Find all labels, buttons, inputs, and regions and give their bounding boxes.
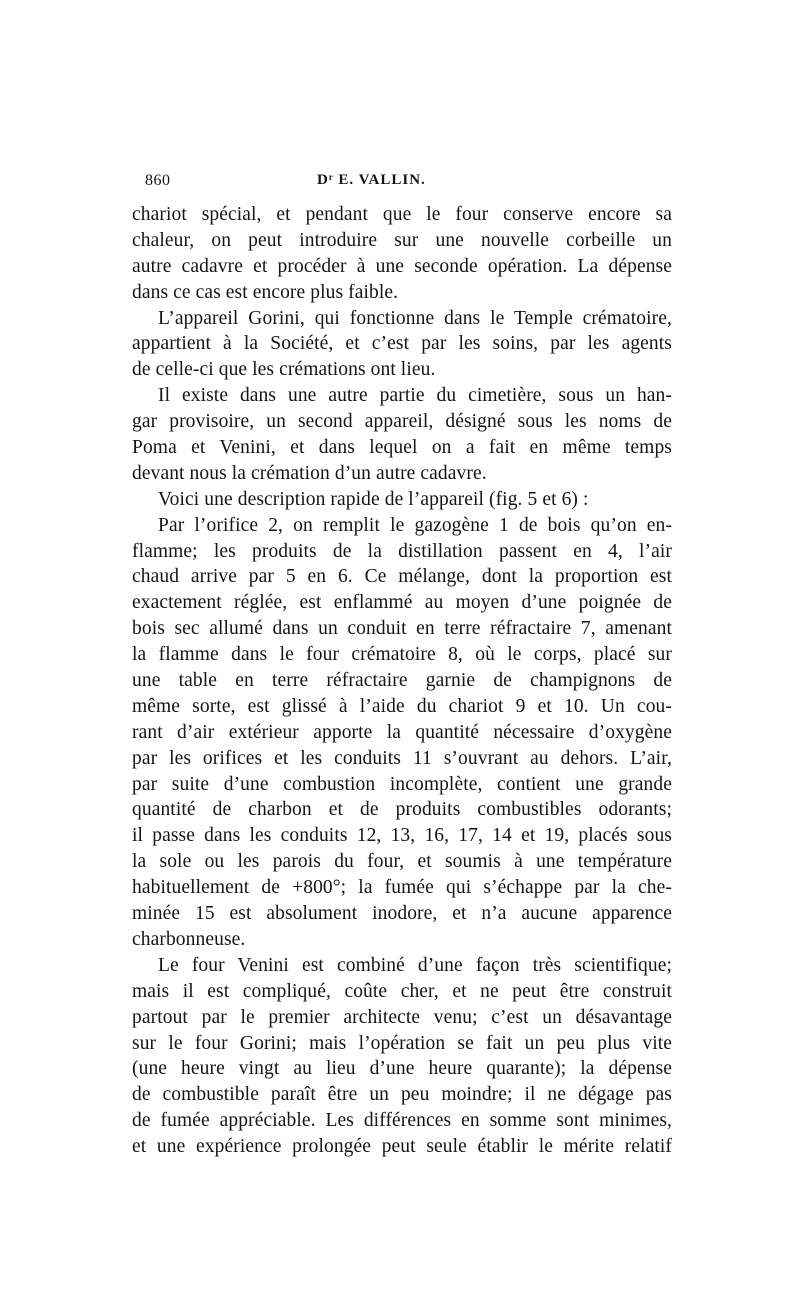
text-line: Par l’orifice 2, on remplit le gazogène 1 de bois qu’on en- xyxy=(158,514,672,536)
text-line: Il existe dans une autre partie du cimetière, sous un han- xyxy=(158,385,672,407)
text-line: de combustible paraît être un peu moindre; il ne dégage pas xyxy=(132,1084,672,1106)
text-line: de fumée appréciable. Les différences en somme sont minimes, xyxy=(132,1110,672,1132)
text-line: exactement réglée, est enflammé au moyen d’une poignée de xyxy=(132,592,672,614)
text-line: L’appareil Gorini, qui fonctionne dans le Temple crématoire, xyxy=(158,307,672,329)
text-line: sur le four Gorini; mais l’opération se fait un peu plus vite xyxy=(132,1032,672,1054)
text-line: la sole ou les parois du four, et soumis à une température xyxy=(132,851,672,873)
text-line: Voici une description rapide de l’appareil (fig. 5 et 6) : xyxy=(158,488,589,510)
text-line: Poma et Venini, et dans lequel on a fait en même temps xyxy=(132,437,672,459)
text-line: quantité de charbon et de produits combustibles odorants; xyxy=(132,799,672,821)
body-text xyxy=(132,202,672,1160)
text-line: par les orifices et les conduits 11 s’ouvrant au dehors. L’air, xyxy=(132,747,672,769)
text-line: même sorte, est glissé à l’aide du chariot 9 et 10. Un cou- xyxy=(132,695,672,717)
text-line: chariot spécial, et pendant que le four conserve encore sa xyxy=(132,204,672,225)
text-line: devant nous la crémation d’un autre cadavre. xyxy=(132,462,487,484)
text-line: rant d’air extérieur apporte la quantité nécessaire d’oxygène xyxy=(132,721,672,743)
text-line: flamme; les produits de la distillation passent en 4, l’air xyxy=(132,540,672,562)
text-line: (une heure vingt au lieu d’une heure quarante); la dépense xyxy=(132,1058,672,1080)
text-line: bois sec allumé dans un conduit en terre réfractaire 7, amenant xyxy=(132,618,672,640)
text-line: charbonneuse. xyxy=(132,928,246,950)
text-line: Le four Venini est combiné d’une façon très scientifique; xyxy=(158,954,672,976)
text-line: et une expérience prolongée peut seule établir le mérite relatif xyxy=(132,1136,672,1158)
text-line: par suite d’une combustion incomplète, contient une grande xyxy=(132,773,672,795)
text-line: dans ce cas est encore plus faible. xyxy=(132,281,399,303)
text-line: une table en terre réfractaire garnie de champignons de xyxy=(132,670,672,692)
page-number: 860 xyxy=(145,172,171,189)
text-line: de celle-ci que les crémations ont lieu. xyxy=(132,359,436,381)
text-line: autre cadavre et procéder à une seconde opération. La dépense xyxy=(132,255,672,277)
text-line: appartient à la Société, et c’est par les soins, par les agents xyxy=(132,333,672,355)
text-line: chaleur, on peut introduire sur une nouvelle corbeille un xyxy=(132,229,672,251)
running-title: Dʳ E. VALLIN. xyxy=(317,172,426,188)
text-line: il passe dans les conduits 12, 13, 16, 17, 14 et 19, placés sous xyxy=(132,825,672,847)
text-line: habituellement de +800°; la fumée qui s’échappe par la che- xyxy=(132,877,672,899)
running-head xyxy=(145,172,665,200)
text-line: la flamme dans le four crématoire 8, où le corps, placé sur xyxy=(132,644,672,666)
text-line: chaud arrive par 5 en 6. Ce mélange, dont la proportion est xyxy=(132,566,672,588)
text-line: gar provisoire, un second appareil, désigné sous les noms de xyxy=(132,411,672,433)
text-line: mais il est compliqué, coûte cher, et ne peut être construit xyxy=(132,980,672,1002)
text-line: minée 15 est absolument inodore, et n’a aucune apparence xyxy=(132,903,672,925)
text-line: partout par le premier architecte venu; c’est un désavantage xyxy=(132,1006,672,1028)
